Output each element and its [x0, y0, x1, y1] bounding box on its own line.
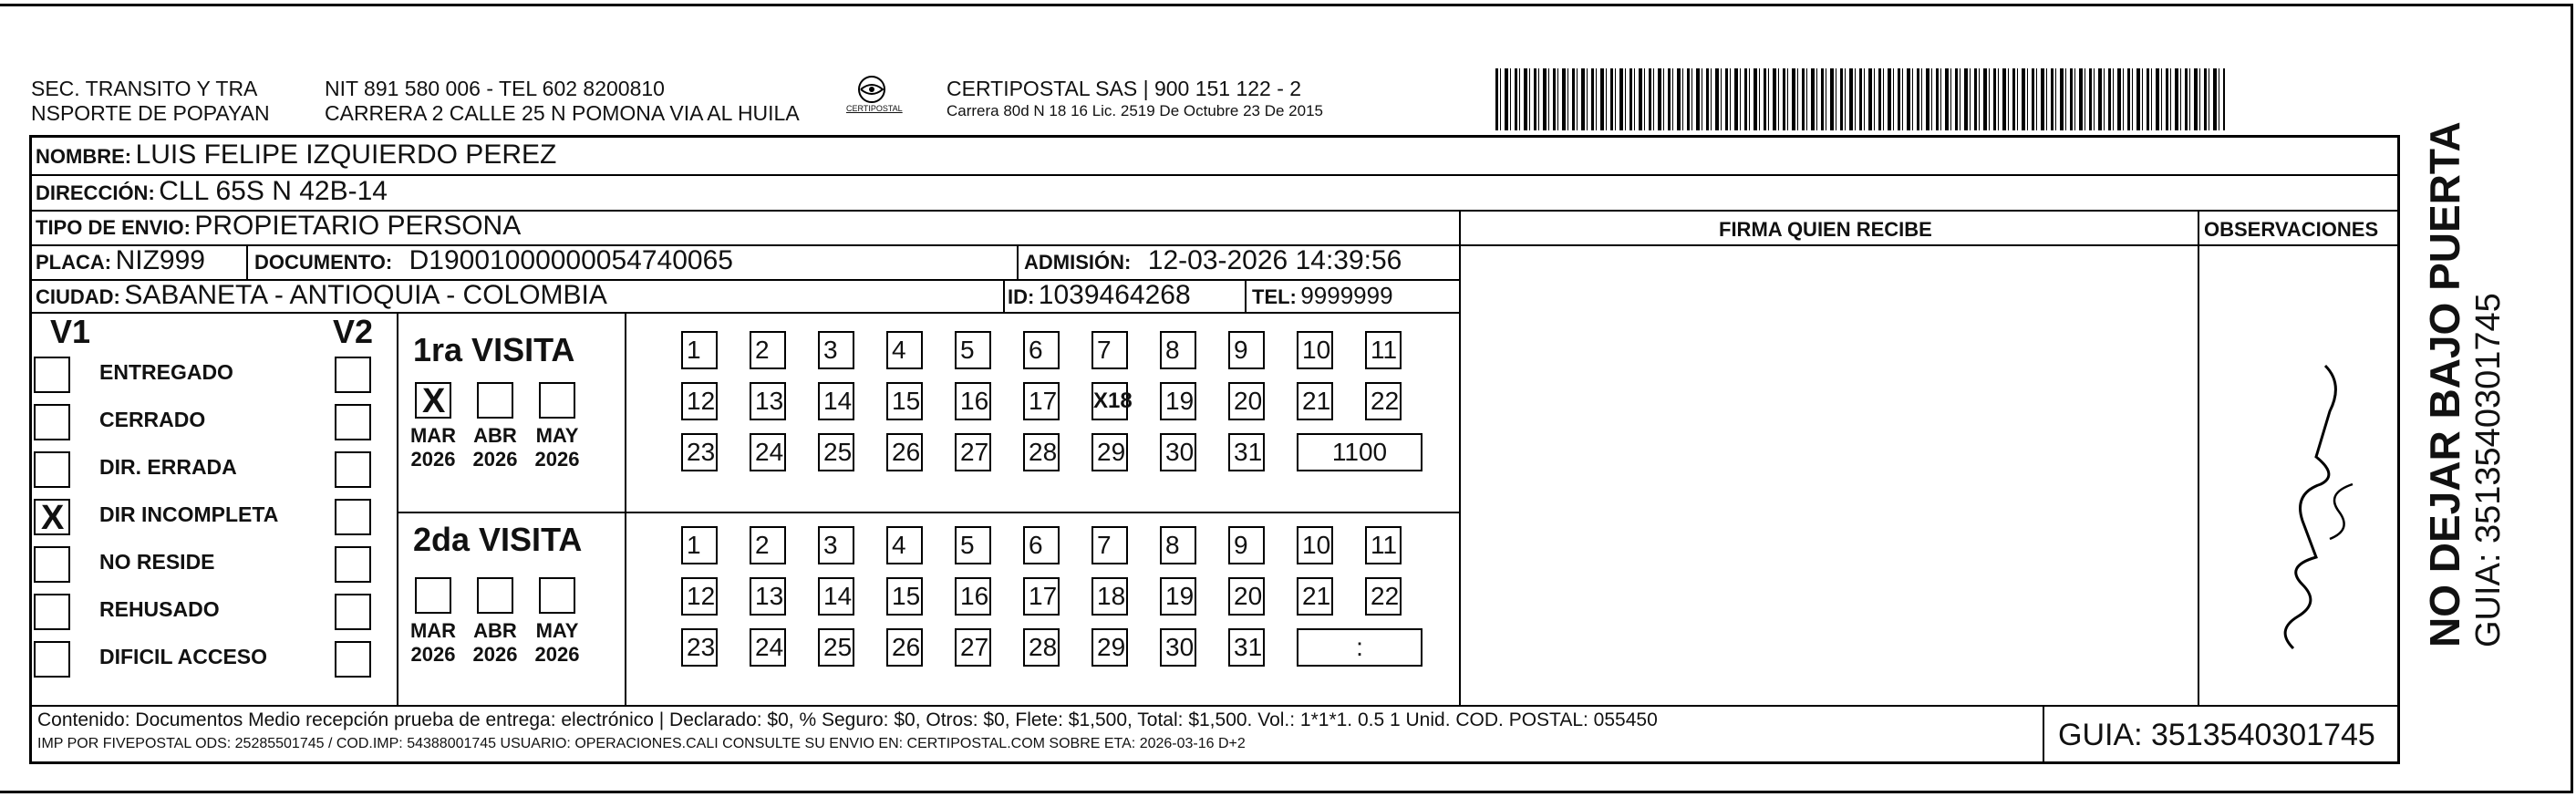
year-label: 2026: [410, 643, 456, 666]
time-box[interactable]: :: [1297, 628, 1422, 667]
day-box[interactable]: 31: [1228, 433, 1265, 471]
v1-label: V1: [50, 313, 91, 350]
year-label: 2026: [534, 448, 580, 471]
admision-label: ADMISIÓN:: [1024, 251, 1132, 274]
second-visit-title: 2da VISITA: [413, 521, 583, 558]
status-label: DIR INCOMPLETA: [99, 502, 279, 526]
col-divider: [2043, 705, 2044, 764]
year-label: 2026: [410, 448, 456, 471]
time-box[interactable]: 1100: [1297, 433, 1422, 471]
day-box[interactable]: 28: [1023, 433, 1060, 471]
row-divider: [1459, 244, 2400, 246]
col-divider: [1003, 279, 1005, 312]
day-box[interactable]: 23: [681, 628, 718, 667]
check-mark-icon: X: [41, 499, 65, 537]
certipostal-logo: [846, 73, 903, 120]
day-box[interactable]: 16: [955, 382, 991, 420]
day-box[interactable]: 14: [818, 382, 854, 420]
month-label: MAY: [535, 619, 579, 642]
v2-checkbox[interactable]: [335, 641, 371, 678]
courier-address: Carrera 80d N 18 16 Lic. 2519 De Octubre 23 De 2015: [947, 102, 1323, 119]
day-box[interactable]: 21: [1297, 382, 1333, 420]
v2-label: V2: [333, 313, 374, 350]
ciudad-label: CIUDAD:: [36, 285, 120, 308]
month-checkbox[interactable]: [415, 577, 451, 614]
month-label: MAR: [409, 619, 457, 642]
day-box[interactable]: 23: [681, 433, 718, 471]
v1-checkbox[interactable]: [34, 546, 70, 583]
col-divider: [397, 312, 398, 705]
year-label: 2026: [472, 448, 518, 471]
day-box[interactable]: 26: [886, 628, 923, 667]
day-box[interactable]: 12: [681, 382, 718, 420]
day-box[interactable]: 19: [1160, 382, 1196, 420]
observaciones-label: OBSERVACIONES: [2204, 218, 2379, 241]
side-title: NO DEJAR BAJO PUERTA: [2421, 121, 2468, 647]
check-mark-icon: X: [422, 382, 446, 420]
id-value: 1039464268: [1038, 280, 1191, 310]
nombre-value: LUIS FELIPE IZQUIERDO PEREZ: [135, 140, 557, 170]
day-box[interactable]: 5: [955, 526, 991, 564]
day-box[interactable]: 17: [1023, 382, 1060, 420]
v2-checkbox[interactable]: [335, 594, 371, 630]
tipo-value: PROPIETARIO PERSONA: [194, 211, 522, 241]
v1-checkbox[interactable]: [34, 451, 70, 488]
day-box[interactable]: 15: [886, 577, 923, 616]
v2-checkbox[interactable]: [335, 499, 371, 535]
month-label: MAR: [409, 424, 457, 447]
v1-checkbox[interactable]: [34, 357, 70, 393]
col-divider: [2198, 210, 2199, 705]
ciudad-row: [36, 280, 607, 311]
day-box[interactable]: 5: [955, 331, 991, 369]
day-box[interactable]: 27: [955, 628, 991, 667]
documento-value: D19001000000054740065: [409, 245, 733, 275]
tel-label: TEL:: [1252, 285, 1297, 308]
col-divider: [1459, 210, 1461, 705]
day-box[interactable]: 8: [1160, 526, 1196, 564]
handwritten-signature: [2266, 357, 2375, 657]
day-box[interactable]: X18: [1091, 382, 1128, 420]
placa-value: NIZ999: [115, 245, 205, 275]
placa-label: PLACA:: [36, 251, 112, 274]
v1-checkbox[interactable]: [34, 404, 70, 440]
day-box[interactable]: 6: [1023, 526, 1060, 564]
logo-caption: CERTIPOSTAL: [846, 104, 903, 113]
day-box[interactable]: 22: [1365, 382, 1402, 420]
direccion-value: CLL 65S N 42B-14: [159, 176, 388, 206]
day-box[interactable]: 25: [818, 628, 854, 667]
id-row: [1008, 280, 1191, 311]
v2-checkbox[interactable]: [335, 404, 371, 440]
day-box[interactable]: 2: [750, 331, 786, 369]
day-box[interactable]: 25: [818, 433, 854, 471]
v2-checkbox[interactable]: [335, 357, 371, 393]
v1-checkbox[interactable]: [34, 499, 70, 535]
row-divider: [32, 312, 1459, 314]
day-box[interactable]: 1: [681, 331, 718, 369]
day-box[interactable]: 30: [1160, 433, 1196, 471]
delivery-form: [29, 135, 2400, 764]
day-box[interactable]: 27: [955, 433, 991, 471]
admision-value: 12-03-2026 14:39:56: [1147, 245, 1402, 275]
day-box[interactable]: 9: [1228, 526, 1265, 564]
day-box[interactable]: 20: [1228, 577, 1265, 616]
day-box[interactable]: 3: [818, 331, 854, 369]
col-divider: [1017, 244, 1019, 279]
tipo-label: TIPO DE ENVIO:: [36, 216, 191, 239]
documento-label: DOCUMENTO:: [254, 251, 393, 274]
status-label: CERRADO: [99, 408, 206, 431]
nit-line: NIT 891 580 006 - TEL 602 8200810: [325, 77, 665, 100]
footer-divider: [32, 705, 2400, 707]
col-divider: [246, 244, 248, 279]
courier-line: CERTIPOSTAL SAS | 900 151 122 - 2: [947, 77, 1302, 100]
day-box[interactable]: 7: [1091, 331, 1128, 369]
firma-label: FIRMA QUIEN RECIBE: [1719, 218, 1932, 241]
tipo-row: [36, 211, 521, 242]
col-divider: [1245, 279, 1247, 312]
direccion-row: [36, 176, 388, 207]
day-box[interactable]: 3: [818, 526, 854, 564]
status-label: DIR. ERRADA: [99, 455, 237, 479]
day-box[interactable]: 14: [818, 577, 854, 616]
tel-value: 9999999: [1300, 282, 1393, 309]
day-box[interactable]: 17: [1023, 577, 1060, 616]
day-box[interactable]: 26: [886, 433, 923, 471]
day-box[interactable]: 4: [886, 526, 923, 564]
day-box[interactable]: 31: [1228, 628, 1265, 667]
day-box[interactable]: 18: [1091, 577, 1128, 616]
side-guia: GUIA: 3513540301745: [2469, 293, 2508, 647]
nombre-row: [36, 140, 556, 171]
agency-line-2: NSPORTE DE POPAYAN: [31, 101, 270, 125]
day-box[interactable]: 21: [1297, 577, 1333, 616]
first-visit-title: 1ra VISITA: [413, 331, 575, 368]
footer-guia: GUIA: 3513540301745: [2058, 718, 2375, 752]
day-box[interactable]: 10: [1297, 331, 1333, 369]
day-box[interactable]: 13: [750, 382, 786, 420]
day-box[interactable]: 11: [1365, 526, 1402, 564]
admision-row: [1024, 245, 1402, 276]
day-box[interactable]: 15: [886, 382, 923, 420]
courier-info: [947, 77, 1323, 121]
v1-checkbox[interactable]: [34, 594, 70, 630]
day-box[interactable]: 28: [1023, 628, 1060, 667]
documento-row: [254, 245, 733, 276]
day-box[interactable]: 20: [1228, 382, 1265, 420]
day-box[interactable]: 24: [750, 433, 786, 471]
day-box[interactable]: 13: [750, 577, 786, 616]
month-checkbox[interactable]: [477, 577, 513, 614]
day-box[interactable]: 29: [1091, 628, 1128, 667]
footer-print-line: IMP POR FIVEPOSTAL ODS: 25285501745 / COD.IMP: 54388001745 USUARIO: OPERACIONES.CALI CONSULTE SU ENVIO EN: CERTIPOSTAL.COM SOBRE ETA: 2026-03-16 D+2: [37, 736, 1246, 751]
agency-name: [31, 77, 270, 126]
day-box[interactable]: 2: [750, 526, 786, 564]
month-checkbox[interactable]: [415, 382, 451, 419]
day-box[interactable]: 9: [1228, 331, 1265, 369]
month-checkbox[interactable]: [539, 577, 575, 614]
col-divider: [625, 312, 626, 705]
side-notice: [2421, 46, 2530, 647]
month-label: MAY: [535, 424, 579, 447]
day-box[interactable]: 7: [1091, 526, 1128, 564]
day-box[interactable]: 8: [1160, 331, 1196, 369]
status-label: DIFICIL ACCESO: [99, 645, 268, 668]
tel-row: [1252, 282, 1393, 310]
visit-divider: [397, 512, 1459, 513]
day-box[interactable]: 16: [955, 577, 991, 616]
month-label: ABR: [473, 424, 517, 447]
footer-content-line: Contenido: Documentos Medio recepción prueba de entrega: electrónico | Declarado: $0, % Seguro: $0, Otros: $0, Flete: $1,500, Total: $1,500. Vol.: 1*1*1. 0.5 1 Unid. COD. POSTAL: 055450: [37, 709, 1658, 730]
day-box[interactable]: 22: [1365, 577, 1402, 616]
v1-checkbox[interactable]: [34, 641, 70, 678]
status-label: NO RESIDE: [99, 550, 215, 574]
day-box[interactable]: 30: [1160, 628, 1196, 667]
direccion-label: DIRECCIÓN:: [36, 181, 155, 204]
id-label: ID:: [1008, 285, 1035, 308]
month-label: ABR: [473, 619, 517, 642]
nombre-label: NOMBRE:: [36, 145, 132, 168]
year-label: 2026: [534, 643, 580, 666]
address-line: CARRERA 2 CALLE 25 N POMONA VIA AL HUILA: [325, 101, 800, 125]
agency-contact: [325, 77, 800, 126]
year-label: 2026: [472, 643, 518, 666]
day-box[interactable]: 10: [1297, 526, 1333, 564]
v2-checkbox[interactable]: [335, 451, 371, 488]
day-box[interactable]: 19: [1160, 577, 1196, 616]
day-box[interactable]: 6: [1023, 331, 1060, 369]
status-label: ENTREGADO: [99, 360, 233, 384]
day-box[interactable]: 29: [1091, 433, 1128, 471]
month-checkbox[interactable]: [477, 382, 513, 419]
ciudad-value: SABANETA - ANTIOQUIA - COLOMBIA: [124, 280, 607, 310]
day-box[interactable]: 11: [1365, 331, 1402, 369]
day-box[interactable]: 4: [886, 331, 923, 369]
v2-checkbox[interactable]: [335, 546, 371, 583]
day-box[interactable]: 12: [681, 577, 718, 616]
month-checkbox[interactable]: [539, 382, 575, 419]
day-box[interactable]: 1: [681, 526, 718, 564]
status-label: REHUSADO: [99, 597, 220, 621]
agency-line-1: SEC. TRANSITO Y TRA: [31, 77, 258, 100]
day-box[interactable]: 24: [750, 628, 786, 667]
barcode: [1495, 68, 2225, 130]
placa-row: [36, 245, 205, 276]
